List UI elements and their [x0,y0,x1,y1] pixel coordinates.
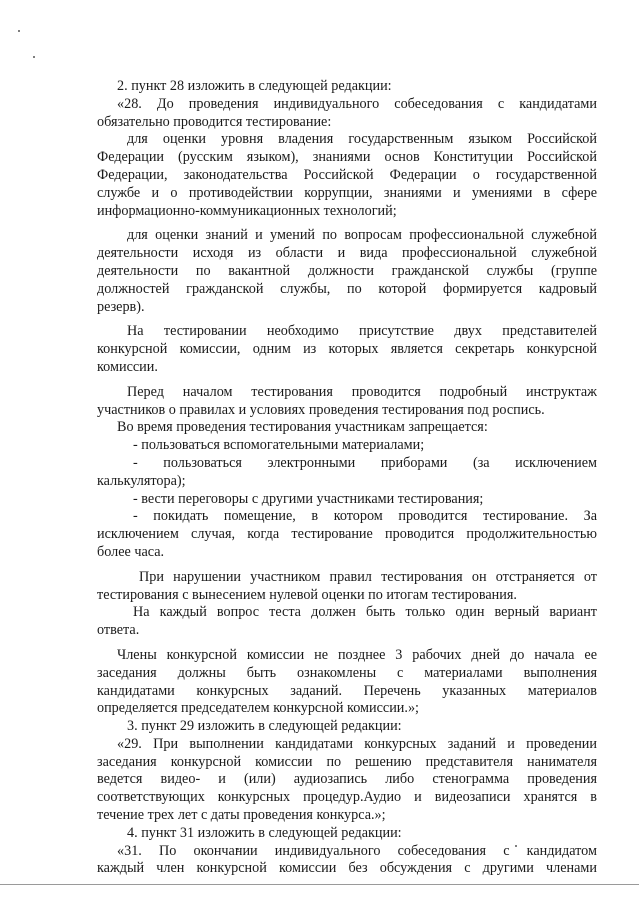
text-line: «29. При выполнении кандидатами конкурсных заданий и проведении [117,735,597,752]
text-line: Федерации (русским языком), знаниями основ Конституции Российской [97,149,597,166]
text-line: - покидать помещение, в котором проводится тестирование. За [133,508,597,525]
text-line: для оценки знаний и умений по вопросам профессиональной служебной [127,227,597,244]
text-line: службе и о противодействии коррупции, знаниями и умениями в сфере [97,184,597,201]
text-line: 2. пункт 28 изложить в следующей редакции: [117,78,392,94]
text-line: заседания должны быть ознакомлены с материалами выполнения [97,664,597,681]
document-body [97,78,597,878]
text-line: деятельности исходя из области и вида профессиональной служебной [97,245,597,262]
text-line: - пользоваться электронными приборами (за исключением [133,454,597,471]
text-line: 4. пункт 31 изложить в следующей редакции: [127,824,402,841]
text-line: На тестировании необходимо присутствие двух представителей [127,323,597,340]
text-line: для оценки уровня владения государственным языком Российской [127,131,597,148]
text-line: - пользоваться вспомогательными материалами; [133,437,425,454]
text-line: 3. пункт 29 изложить в следующей редакции: [127,718,402,735]
text-line: деятельности по вакантной должности гражданской службы (группе [97,262,597,279]
scan-speck [18,30,20,32]
scan-speck [33,56,35,58]
text-line: При нарушении участником правил тестирования он отстраняется от [139,568,597,585]
text-line: соответствующих конкурсных процедур.Аудио и видеозаписи хранятся в [97,789,597,806]
text-line: комиссии. [97,358,158,375]
text-line: тестирования с вынесением нулевой оценки по итогам тестирования. [97,586,517,603]
text-line: «31. По окончании индивидуального собеседования с кандидатом [117,842,597,859]
text-line: заседания конкурсной комиссии по решению представителя нанимателя [97,753,597,770]
text-line: кандидатами конкурсных заданий. Перечень указанных материалов [97,682,597,699]
text-line: исключением случая, когда тестирование проводится продолжительностью [97,526,597,543]
text-line: калькулятора); [97,472,186,489]
text-line: обязательно проводится тестирование: [97,113,332,130]
text-line: должностей гражданской службы, по которой формируется кадровый [97,280,597,297]
text-line: течение трех лет с даты проведения конкурса.»; [97,807,386,824]
text-line: ответа. [97,622,140,639]
text-line: «28. До проведения индивидуального собеседования с кандидатами [117,95,597,112]
scan-edge-line [0,884,639,885]
text-line: ведется видео- и (или) аудиозапись либо стенограмма проведения [97,771,597,788]
text-line: резерв). [97,298,145,315]
text-line: - вести переговоры с другими участниками тестирования; [133,490,484,507]
text-line: конкурсной комиссии, одним из которых является секретарь конкурсной [97,341,597,358]
text-line: Федерации, законодательства Российской Федерации о государственной [97,166,597,183]
text-line: Во время проведения тестирования участникам запрещается: [117,419,488,436]
text-line: участников о правилах и условиях проведения тестирования под роспись. [97,401,545,418]
text-line: Члены конкурсной комиссии не позднее 3 рабочих дней до начала ее [117,646,597,663]
text-line: определяется председателем конкурсной комиссии.»; [97,700,419,717]
text-line: информационно-коммуникационных технологий; [97,202,397,219]
text-line: На каждый вопрос теста должен быть только один верный вариант [133,604,597,621]
text-line: Перед началом тестирования проводится подробный инструктаж [127,383,597,400]
text-line: более часа. [97,543,165,560]
text-line: каждый член конкурсной комиссии без обсуждения с другими членами [97,860,597,877]
